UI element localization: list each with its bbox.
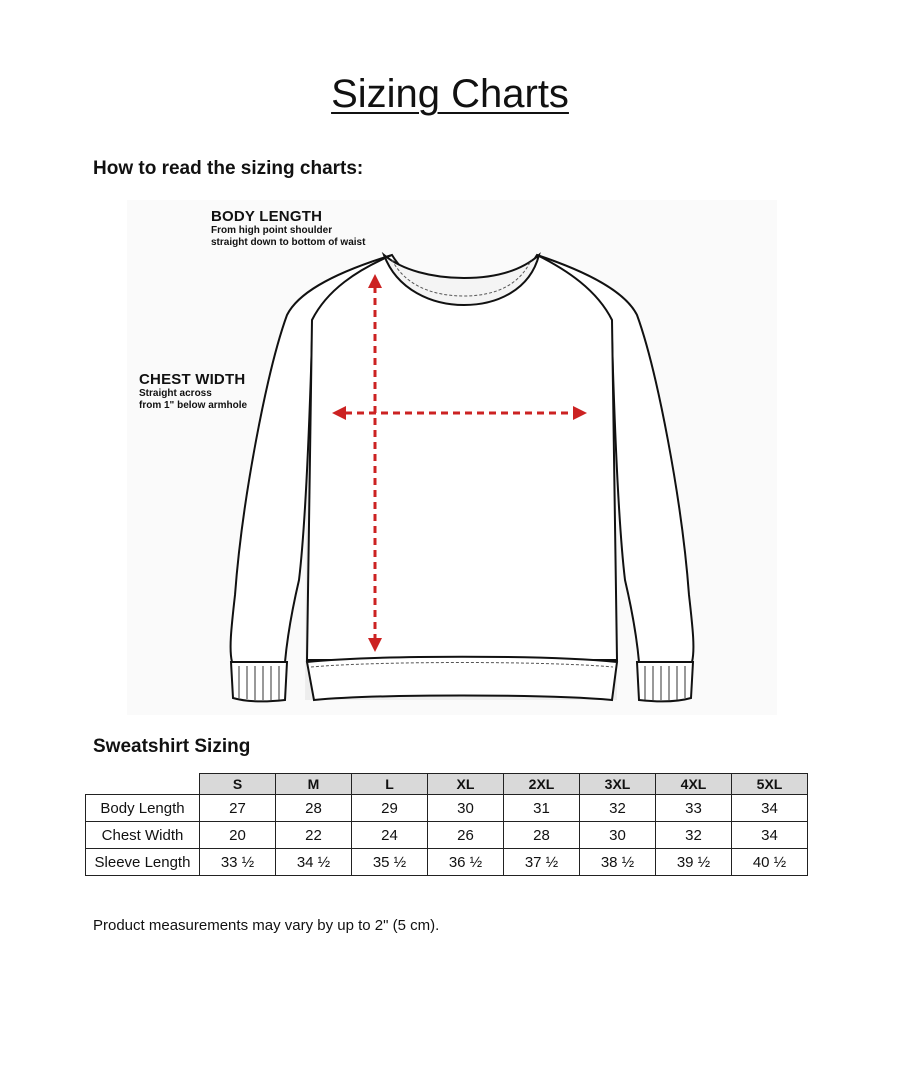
size-header-cell: S (200, 774, 276, 795)
body-outline (307, 255, 617, 660)
table-cell: 34 (732, 822, 808, 849)
chest-width-label: CHEST WIDTH (139, 371, 246, 388)
size-header-cell: 5XL (732, 774, 808, 795)
table-row (86, 795, 808, 822)
waistband (307, 657, 617, 700)
table-cell: 28 (504, 822, 580, 849)
body-length-desc-1: From high point shoulder (211, 225, 333, 236)
table-cell: 30 (428, 795, 504, 822)
size-header-cell: L (352, 774, 428, 795)
body-length-annotation (211, 208, 365, 249)
table-cell: 28 (276, 795, 352, 822)
chest-width-desc-1: Straight across (139, 388, 212, 399)
footnote: Product measurements may vary by up to 2" (5 cm). (93, 917, 440, 934)
size-header-cell: 3XL (580, 774, 656, 795)
table-cell: 30 (580, 822, 656, 849)
row-label-sleeve-length: Sleeve Length (86, 849, 200, 876)
size-table (85, 773, 808, 876)
body-length-desc-2: straight down to bottom of waist (211, 237, 366, 248)
chest-width-annotation (139, 371, 247, 412)
sweatshirt-illustration (127, 200, 777, 715)
table-cell: 35 ½ (352, 849, 428, 876)
size-header-row (86, 774, 808, 795)
size-header-cell: XL (428, 774, 504, 795)
table-cell: 31 (504, 795, 580, 822)
table-cell: 20 (200, 822, 276, 849)
table-cell: 32 (580, 795, 656, 822)
table-cell: 39 ½ (656, 849, 732, 876)
table-cell: 40 ½ (732, 849, 808, 876)
table-cell: 34 (732, 795, 808, 822)
body-length-label: BODY LENGTH (211, 208, 323, 225)
table-cell: 33 (656, 795, 732, 822)
chest-width-desc-2: from 1" below armhole (139, 400, 248, 411)
table-row (86, 822, 808, 849)
sweatshirt-diagram (127, 200, 777, 715)
table-row (86, 849, 808, 876)
table-cell: 27 (200, 795, 276, 822)
table-cell: 29 (352, 795, 428, 822)
table-cell: 22 (276, 822, 352, 849)
table-cell: 38 ½ (580, 849, 656, 876)
how-to-heading: How to read the sizing charts: (93, 158, 364, 179)
page-title: Sizing Charts (331, 72, 569, 116)
table-cell: 36 ½ (428, 849, 504, 876)
size-header-cell: 4XL (656, 774, 732, 795)
table-cell: 33 ½ (200, 849, 276, 876)
size-header-cell: 2XL (504, 774, 580, 795)
row-label-chest-width: Chest Width (86, 822, 200, 849)
table-cell: 32 (656, 822, 732, 849)
table-cell: 37 ½ (504, 849, 580, 876)
row-label-body-length: Body Length (86, 795, 200, 822)
size-header-cell: M (276, 774, 352, 795)
section-heading: Sweatshirt Sizing (93, 736, 251, 757)
table-cell: 26 (428, 822, 504, 849)
header-blank-cell (86, 774, 200, 795)
table-cell: 24 (352, 822, 428, 849)
table-cell: 34 ½ (276, 849, 352, 876)
